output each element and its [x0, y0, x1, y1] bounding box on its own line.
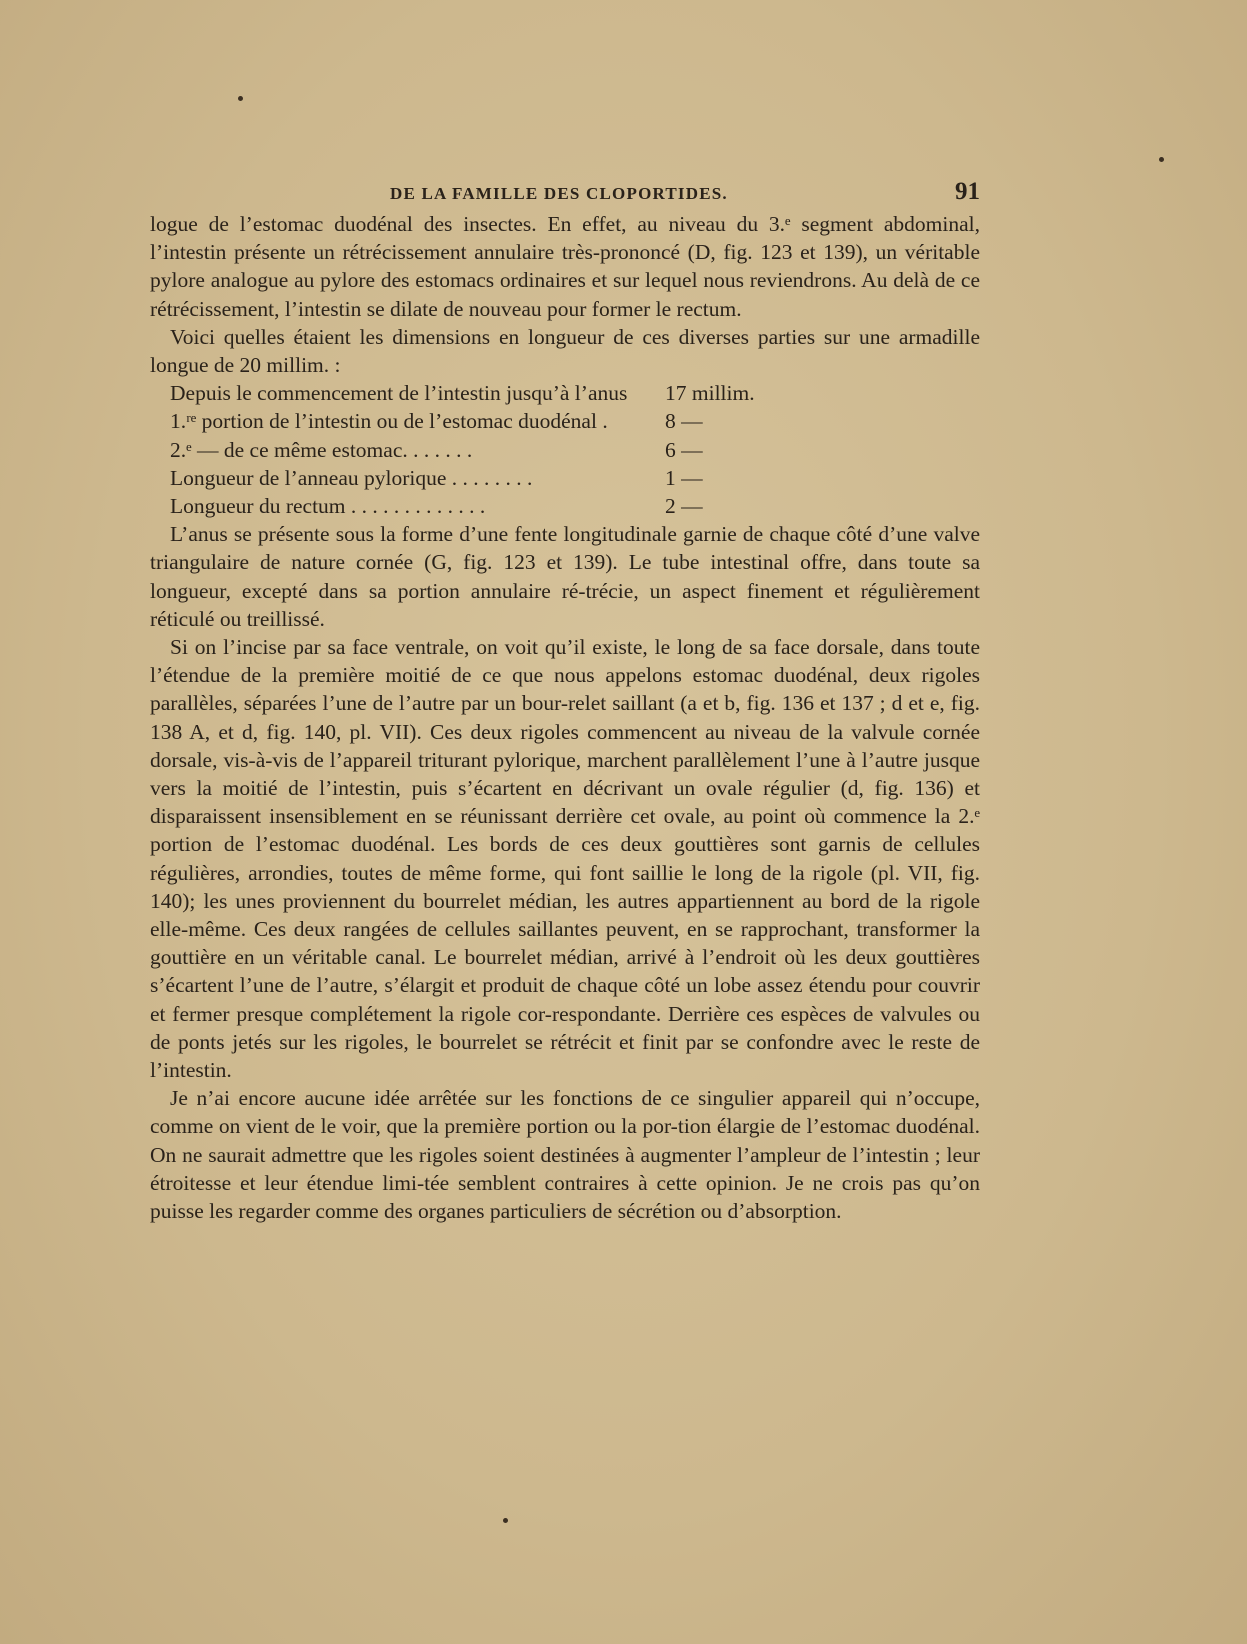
dimension-label: 1.ʳᵉ portion de l’intestin ou de l’estomac duodénal .	[170, 409, 608, 434]
dimension-value: 8 —	[665, 409, 703, 434]
dimension-label: Depuis le commencement de l’intestin jusqu’à l’anus	[170, 381, 628, 406]
ink-spot	[503, 1518, 508, 1523]
dimension-row	[150, 492, 980, 520]
paragraph-2: Voici quelles étaient les dimensions en longueur de ces diverses parties sur une armadille longue de 20 millim. :	[150, 324, 980, 378]
dimension-value: 1 —	[665, 465, 703, 490]
dimension-row	[150, 407, 980, 435]
paragraph-1: logue de l’estomac duodénal des insectes. En effet, au niveau du 3.ᵉ segment abdominal, l’intestin présente un rétrécissement annulaire très-prononcé (D, fig. 123 et 139), un véritable pylore analogue au pylore des estomacs ordinaires et sur lequel nous reviendrons. Au delà de ce rétrécissement, l’intestin se dilate de nouveau pour former le rectum.	[150, 212, 980, 321]
dimensions-list	[150, 379, 980, 520]
dimension-label: 2.ᵉ — de ce même estomac. . . . . . .	[170, 437, 473, 462]
dimension-row	[150, 379, 980, 407]
paragraph-4: Si on l’incise par sa face ventrale, on voit qu’il existe, le long de sa face dorsale, dans toute l’étendue de la première moitié de ce que nous appelons estomac duodénal, deux rigoles parallèles, séparées l’une de l’autre par un bour-relet saillant (a et b, fig. 136 et 137 ; d et e, fig. 138 A, et d, fig. 140, pl. VII). Ces deux rigoles commencent au niveau de la valvule cornée dorsale, vis-à-vis de l’appareil triturant pylorique, marchent parallèlement l’une à l’autre jusque vers la moitié de l’intestin, puis s’écartent en décrivant un ovale régulier (d, fig. 136) et disparaissent insensiblement en se réunissant derrière cet ovale, au point où commence la 2.ᵉ portion de l’estomac duodénal. Les bords de ces deux gouttières sont garnis de cellules régulières, arrondies, toutes de même forme, qui font saillie le long de la rigole (pl. VII, fig. 140); les unes proviennent du bourrelet médian, les autres appartiennent au bord de la rigole elle-même. Ces deux rangées de cellules saillantes peuvent, en se rapprochant, transformer la gouttière en un véritable canal. Le bourrelet médian, arrivé à l’endroit où les deux gouttières s’écartent l’une de l’autre, s’élargit et produit de chaque côté un lobe assez étendu pour couvrir et fermer presque complétement la rigole cor-respondante. Derrière ces espèces de valvules ou de ponts jetés sur les rigoles, le bourrelet se rétrécit et finit par se confondre avec le reste de l’intestin.	[150, 634, 980, 1083]
dimension-label: Longueur du rectum . . . . . . . . . . . . .	[170, 493, 486, 518]
running-head: DE LA FAMILLE DES CLOPORTIDES.	[390, 184, 728, 203]
paragraph-5: Je n’ai encore aucune idée arrêtée sur les fonctions de ce singulier appareil qui n’occupe, comme on vient de le voir, que la première portion ou la por-tion élargie de l’estomac duodénal. On ne saurait admettre que les rigoles soient destinées à augmenter l’ampleur de l’intestin ; leur étroitesse et leur étendue limi-tée semblent contraires à cette opinion. Je ne crois pas qu’on puisse les regarder comme des organes particuliers de sécrétion ou d’absorption.	[150, 1086, 980, 1224]
ink-spot	[238, 96, 243, 101]
body-text	[150, 210, 980, 1225]
dimension-row	[150, 464, 980, 492]
ink-spot	[1159, 157, 1164, 162]
dimension-row	[150, 436, 980, 464]
page-header	[150, 178, 980, 212]
dimension-value: 2 —	[665, 493, 703, 518]
dimension-value: 6 —	[665, 437, 703, 462]
dimension-value: 17 millim.	[665, 381, 755, 406]
dimension-label: Longueur de l’anneau pylorique . . . . . . . .	[170, 465, 533, 490]
paragraph-3: L’anus se présente sous la forme d’une fente longitudinale garnie de chaque côté d’une valve triangulaire de nature cornée (G, fig. 123 et 139). Le tube intestinal offre, dans toute sa longueur, excepté dans sa portion annulaire ré-trécie, un aspect finement et régulièrement réticulé ou treillissé.	[150, 522, 980, 631]
page-number: 91	[955, 178, 980, 205]
